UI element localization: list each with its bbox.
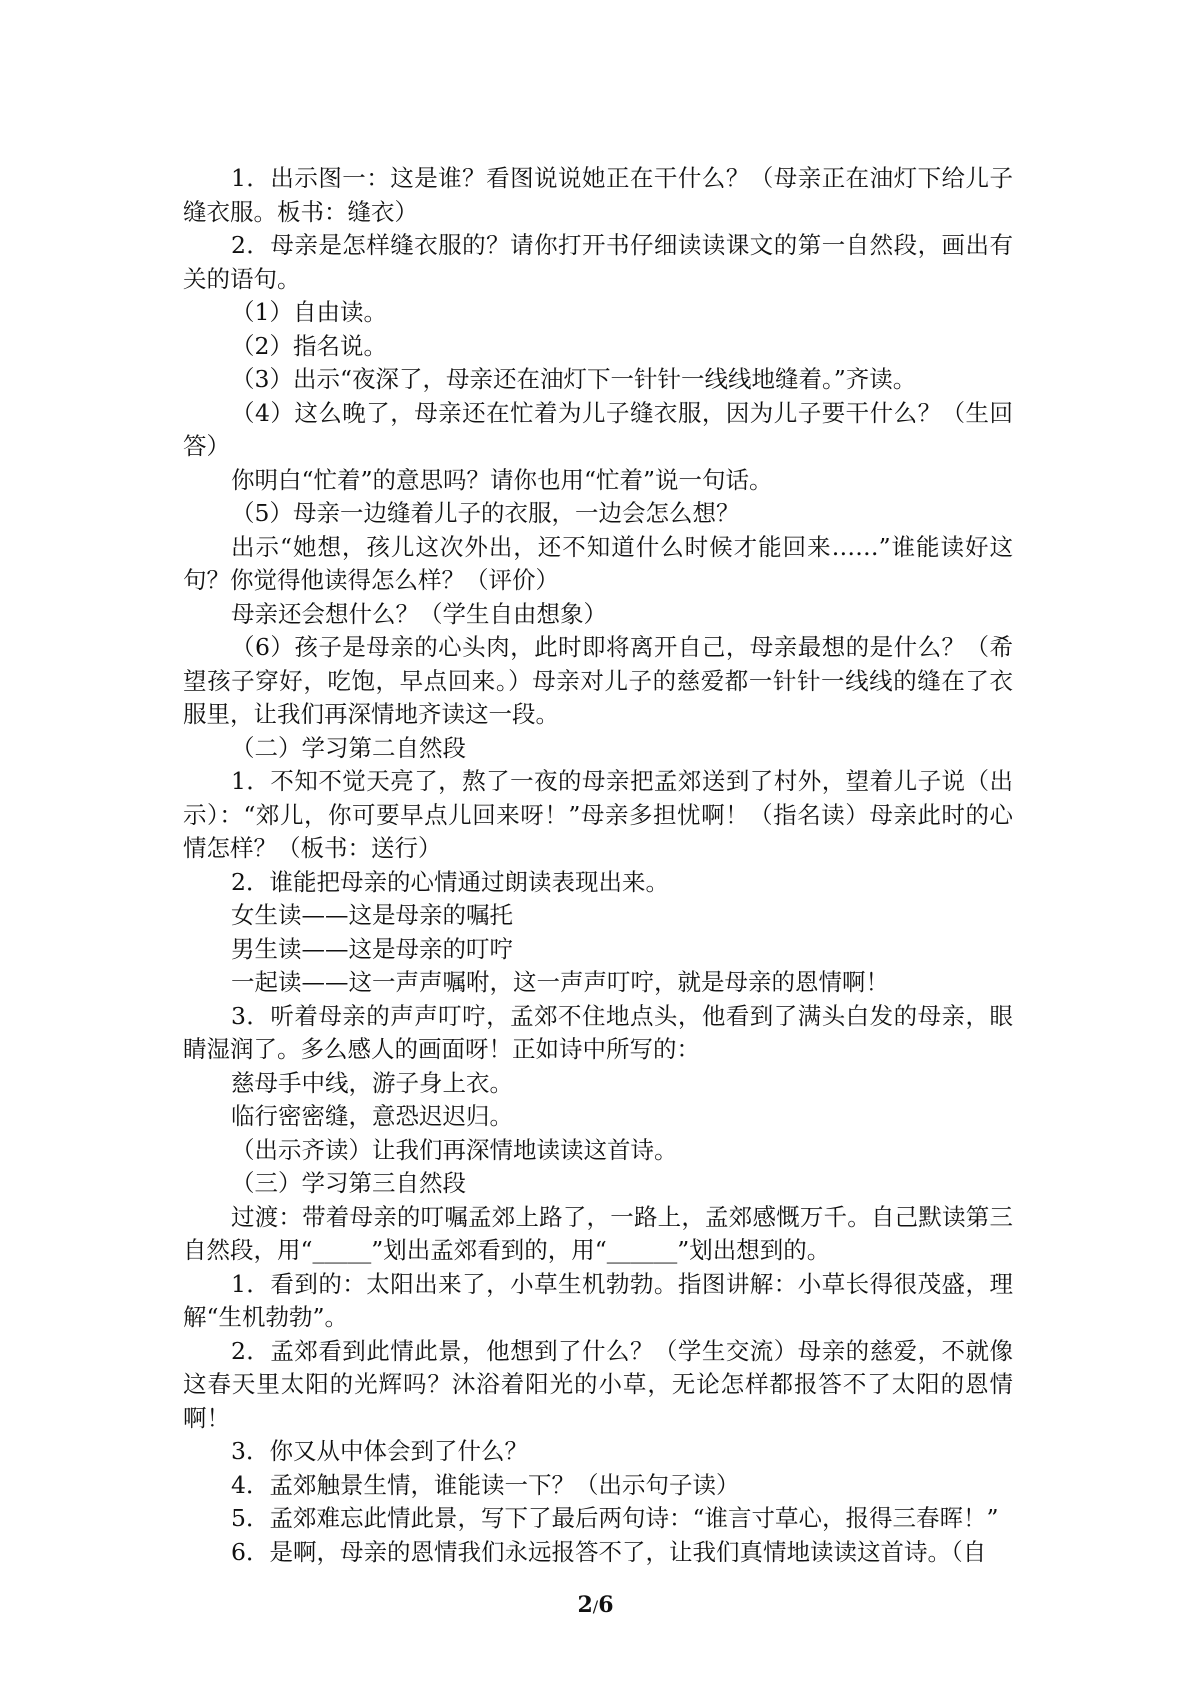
- paragraph: 一起读——这一声声嘱咐，这一声声叮咛，就是母亲的恩情啊！: [231, 968, 889, 996]
- page-current: 2: [577, 1592, 593, 1618]
- page-number: [0, 1592, 1191, 1618]
- paragraph: 2．孟郊看到此情此景，他想到了什么？（学生交流）母亲的慈爱，不就像这春天里太阳的光辉吗？沐浴着阳光的小草，无论怎样都报答不了太阳的恩情啊！: [183, 1336, 1013, 1432]
- paragraph: 3．听着母亲的声声叮咛，孟郊不住地点头，他看到了满头白发的母亲，眼睛湿润了。多么感人的画面呀！正如诗中所写的：: [183, 1001, 1013, 1063]
- paragraph: 4．孟郊触景生情，谁能读一下？（出示句子读）: [231, 1470, 740, 1499]
- page-total: 6: [598, 1592, 614, 1618]
- paragraph: 2．母亲是怎样缝衣服的？请你打开书仔细读读课文的第一自然段，画出有关的语句。: [183, 231, 1013, 293]
- paragraph: （6）孩子是母亲的心头肉，此时即将离开自己，母亲最想的是什么？（希望孩子穿好，吃饱，早点回来。）母亲对儿子的慈爱都一针针一线线的缝在了衣服里，让我们再深情地齐读这一段。: [183, 633, 1013, 728]
- paragraph: 1．不知不觉天亮了，熬了一夜的母亲把孟郊送到了村外，望着儿子说（出示）：“郊儿，你可要早点儿回来呀！”母亲多担忧啊！（指名读）母亲此时的心情怎样？（板书：送行）: [183, 767, 1013, 862]
- paragraph: 1．出示图一：这是谁？看图说说她正在干什么？（母亲正在油灯下给儿子缝衣服。板书：缝衣）: [183, 164, 1013, 226]
- paragraph: 5．孟郊难忘此情此景，写下了最后两句诗：“谁言寸草心，报得三春晖！”: [231, 1504, 999, 1532]
- paragraph: （出示齐读）让我们再深情地读读这首诗。: [231, 1135, 678, 1164]
- paragraph: 女生读——这是母亲的嘱托: [231, 901, 513, 929]
- paragraph: 出示“她想，孩儿这次外出，还不知道什么时候才能回来……”谁能读好这句？你觉得他读得怎么样？（评价）: [183, 532, 1013, 594]
- poem-line: 临行密密缝，意恐迟迟归。: [231, 1102, 513, 1130]
- poem-line: 慈母手中线，游子身上衣。: [231, 1068, 513, 1097]
- page-separator: /: [592, 1597, 599, 1616]
- paragraph: 1．看到的：太阳出来了，小草生机勃勃。指图讲解：小草长得很茂盛，理解“生机勃勃”。: [183, 1269, 1013, 1331]
- paragraph: 母亲还会想什么？（学生自由想象）: [231, 599, 607, 628]
- document-body: [183, 162, 1013, 1569]
- paragraph: 你明白“忙着”的意思吗？请你也用“忙着”说一句话。: [231, 465, 773, 494]
- paragraph: （3）出示“夜深了，母亲还在油灯下一针针一线线地缝着。”齐读。: [231, 365, 917, 393]
- section-heading: （三）学习第三自然段: [231, 1169, 466, 1197]
- paragraph: 2．谁能把母亲的心情通过朗读表现出来。: [231, 867, 669, 896]
- paragraph: （2）指名说。: [231, 331, 387, 360]
- section-heading: （二）学习第二自然段: [231, 733, 466, 762]
- paragraph: 6．是啊，母亲的恩情我们永远报答不了，让我们真情地读读这首诗。（自: [231, 1537, 987, 1566]
- paragraph: （4）这么晚了，母亲还在忙着为儿子缝衣服，因为儿子要干什么？（生回答）: [183, 398, 1013, 460]
- paragraph: （1）自由读。: [231, 298, 387, 326]
- paragraph: 3．你又从中体会到了什么？: [231, 1437, 528, 1465]
- paragraph: 男生读——这是母亲的叮咛: [231, 934, 513, 963]
- paragraph: （5）母亲一边缝着儿子的衣服，一边会怎么想？: [231, 499, 740, 527]
- paragraph: 过渡：带着母亲的叮嘱孟郊上路了，一路上，孟郊感慨万千。自己默读第三自然段，用“_____”划出孟郊看到的，用“______”划出想到的。: [183, 1202, 1013, 1264]
